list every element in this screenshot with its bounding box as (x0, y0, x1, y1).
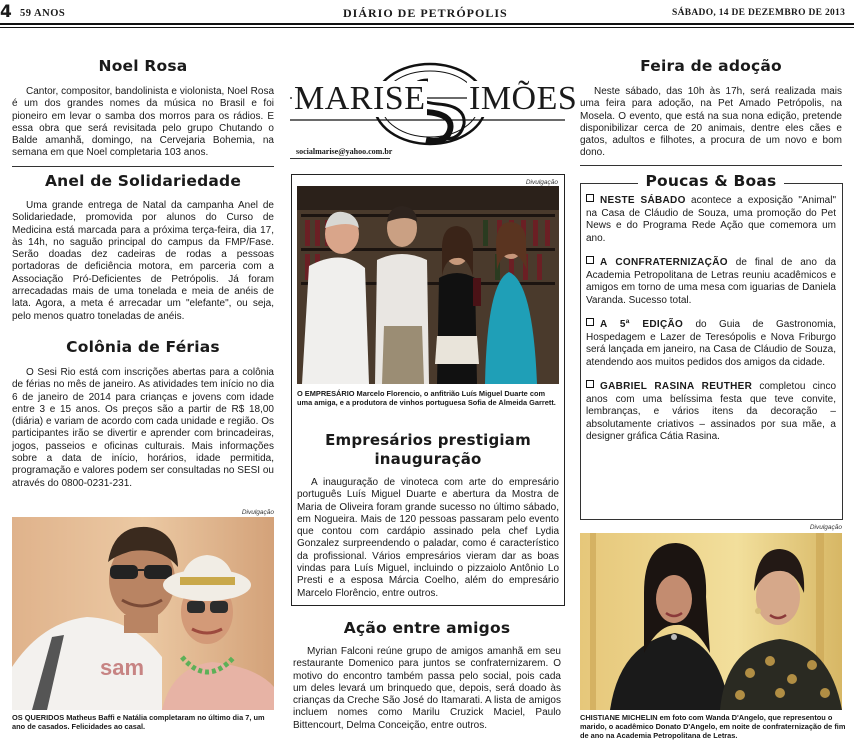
logo-text-left: MARISE (294, 80, 426, 117)
academy-photo (580, 533, 842, 710)
poucas-item (586, 194, 836, 245)
poucas-item-text: completou cinco anos com uma belíssima festa que teve convite, lembranças, e vários itens da decoração – absolutamente criativos – assinados por sua mãe, a designer gráfica Cátia Rasina. (586, 381, 836, 442)
poucas-title-text: Poucas & Boas (638, 172, 785, 190)
noel-article (12, 86, 274, 160)
poucas-item-lead: NESTE SÁBADO (600, 195, 686, 206)
poucas-title (580, 172, 842, 190)
photo-credit: Divulgação (525, 179, 558, 186)
anel-body: Uma grande entrega de Natal da campanha Anel de Solidariedade, promovida por alunos do Curso de Medicina está marcada para a próxima terça-feira, dia 17, às 14h, no saguão principal do campus da FMP/Fase. Serão doadas dez cadeiras de rodas a pessoas portadoras de deficiência motora, em parceria com a Associação Pró-Deficientes de Petrópolis. Já foram arrecadadas mais de uma tonelada e meia de anéis de lata. Agora, a meta é arrecadar um "elefante", ou seja, pelo menos quatro toneladas de anéis. (12, 200, 274, 322)
masthead-rule-thin (0, 27, 854, 28)
checkbox-square-icon (586, 256, 594, 264)
feira-body: Neste sábado, das 10h às 17h, será realizada mais uma feira para adoção, na Pet Amado Petrópolis, na Mosela. O evento, que está na sua nona edição, pretende disponibilizar cerca de 20 animais, dentre eles cães e gatos, adultos e filhotes, a procura de um novo e bom dono. (580, 86, 842, 159)
email-underline (290, 158, 390, 159)
empresarios-title (297, 431, 559, 469)
checkbox-square-icon (586, 318, 594, 326)
acao-article (293, 646, 561, 732)
poucas-border-left (580, 183, 581, 519)
empresarios-article (297, 477, 559, 600)
masthead-rule (0, 23, 854, 25)
acao-title: Ação entre amigos (343, 619, 511, 637)
caption-lead: CHISTIANE MICHELIN (580, 713, 658, 722)
empresarios-title-line1: Empresários prestigiam (325, 431, 531, 449)
empresarios-title-line2: inauguração (374, 450, 482, 468)
poucas-item (586, 380, 836, 444)
wine-event-photo (297, 186, 559, 384)
logo-text-right: IMÕES (469, 80, 578, 117)
anel-title: Anel de Solidariedade (44, 172, 242, 190)
caption-text: Marcelo Florencio, o anfitrião Luís Miguel Duarte com uma amiga, e a produtora de vinhos portuguesa Sofia de Almeida Garrett. (297, 389, 556, 407)
caption-lead: OS QUERIDOS (12, 713, 65, 722)
poucas-item-lead: A CONFRATERNIZAÇÃO (600, 257, 728, 268)
divider (580, 165, 842, 166)
poucas-item-text: acontece a exposição "Animal" na Casa de Cláudio de Souza, uma promoção do Pet News e do Programa Rede Ação que comemora um ano. (586, 195, 836, 244)
colonia-article (12, 367, 274, 490)
poucas-item-lead: GABRIEL RASINA REUTHER (600, 381, 753, 392)
poucas-item-lead: A 5ª EDIÇÃO (600, 319, 684, 330)
feira-title: Feira de adoção (640, 57, 782, 75)
svg-text:sam: sam (100, 655, 145, 680)
colonia-title: Colônia de Férias (66, 338, 220, 356)
colonia-body: O Sesi Rio está com inscrições abertas para a colônia de férias no mês de janeiro. As atividades tem início no dia 6 de janeiro de 2014 para crianças e jovens com idade entre 3 e 15 anos. Os preços são a partir de R$ 18,00 (diária) e variam de acordo com cada unidade e região. Os participantes irão se divertir e aprender com brincadeiras, jogos, passeios e oficinas culturais. Mais informações sobre a data de início, horários, idade permitida, programação e valores podem ser consultadas no SESI ou através do 0800-0231-231. (12, 367, 274, 489)
caption-text: em foto com Wanda D'Angelo, que representou o marido, o acadêmico Donato D'Angelo, em noite de confraternização de fim de ano na Academia Petropolitana de Letras. (580, 713, 846, 740)
noel-body: Cantor, compositor, bandolinista e violonista, Noel Rosa é um dos grandes nomes da música no Brasil e foi pioneiro em levar o samba dos morros para os rádios. E essa obra que será revisitada pelo grupo Chutando o Balde amanhã, domingo, na Cervejaria Bohemia, na semana em que Noel completaria 103 anos. (12, 86, 274, 159)
divider (12, 166, 274, 167)
couple-caption (12, 713, 274, 731)
feira-article (580, 86, 842, 160)
poucas-border-right (842, 183, 843, 519)
wine-caption (297, 389, 559, 407)
couple-photo (12, 517, 274, 710)
anel-article (12, 200, 274, 323)
newspaper-name: DIÁRIO DE PETRÓPOLIS (343, 6, 508, 20)
page-number: 4 (0, 2, 12, 22)
issue-date: SÁBADO, 14 DE DEZEMBRO DE 2013 (672, 8, 846, 18)
checkbox-square-icon (586, 194, 594, 202)
poucas-item (586, 256, 836, 307)
academy-caption (580, 713, 848, 740)
photo-credit: Divulgação (809, 524, 842, 531)
noel-title: Noel Rosa (98, 57, 188, 75)
checkbox-square-icon (586, 380, 594, 388)
poucas-item-text: de final de ano da Academia Petropolitana de Letras reuniu acadêmicos e amigos em torno de uma mesa com iguarias de Daniela Varanda. Sucesso total. (586, 257, 836, 306)
poucas-item-text: do Guia de Gastronomia, Hospedagem e Lazer de Teresópolis e Nova Friburgo será lançada em janeiro, na Casa de Cláudio de Souza, atendendo aos muitos pedidos dos amigos da cidade. (586, 319, 836, 368)
poucas-border-bottom (580, 519, 843, 520)
anniversary-label: 59 ANOS (20, 8, 66, 19)
poucas-list (586, 194, 836, 455)
photo-credit: Divulgação (241, 509, 274, 516)
caption-lead: O EMPRESÁRIO (297, 389, 355, 398)
poucas-item (586, 318, 836, 369)
acao-body: Myrian Falconi reúne grupo de amigos amanhã em seu restaurante Domenico para juntos se confraternizarem. O motivo do encontro também passa pelo social, pois cada um deles levará um brinquedo que, depois, será doado às crianças da Creche São José do Itamarati. A lista de amigos incluem nomes como Marilu Cruzick Maciel, Paulo Bittencourt, Delma Conceição, entre outros. (293, 646, 561, 731)
empresarios-body: A inauguração de vinoteca com arte do empresário português Luís Miguel Duarte e abertura da Mostra de Maria de Oliveira foram grande sucesso no último sábado, em Nogueira. Mais de 120 pessoas passaram pelo evento que contou com cardápio assinado pela chef Lydia Gonzalez surpreendendo o paladar, como é característico da profissional. Vários empresários vieram dar as boas vindas para Luís Miguel, incluindo o pizzaiolo Antônio Lo Presti e a esposa Márcia Coelho, além do empresário Marcelo Florêncio, entre outros. (297, 477, 559, 599)
caption-text: Matheus Baffi e Natália completaram no último dia 7, um ano de casados. Felicidades ao casal. (12, 713, 265, 731)
column-email: socialmarise@yahoo.com.br (296, 147, 393, 156)
